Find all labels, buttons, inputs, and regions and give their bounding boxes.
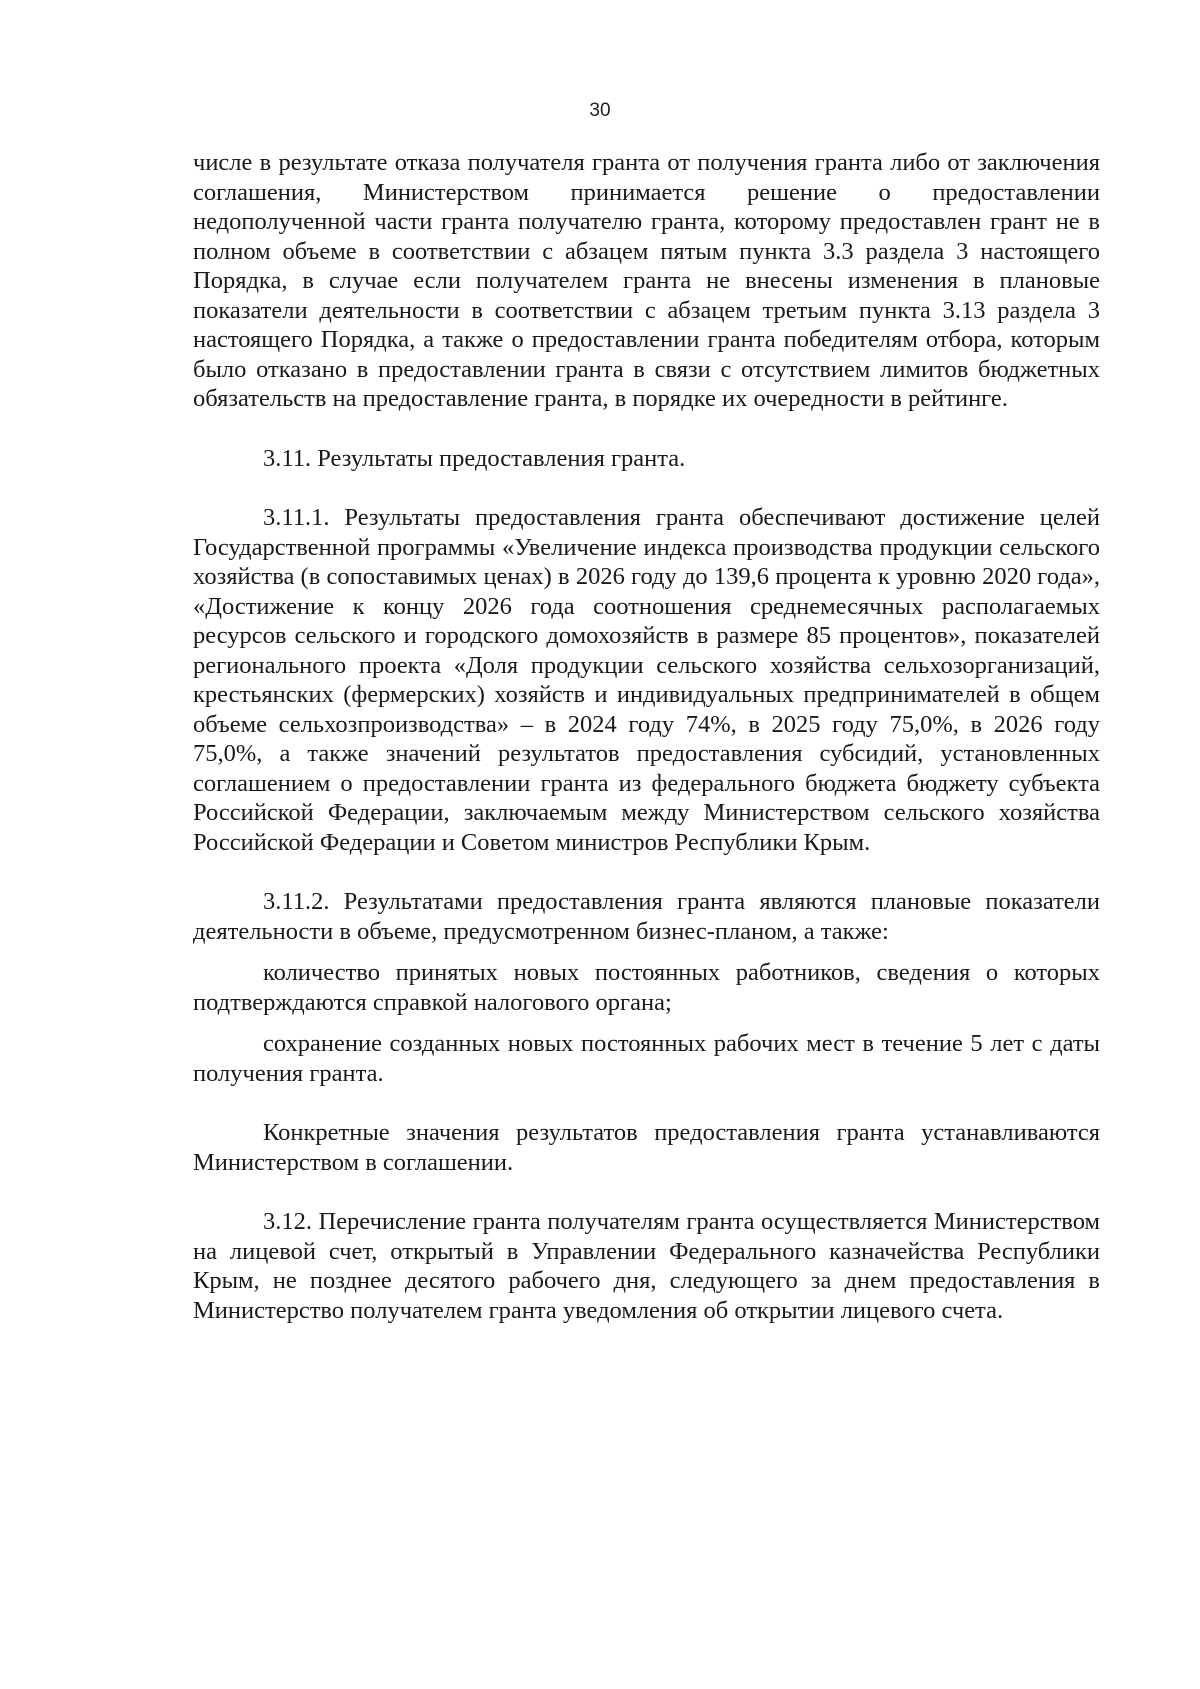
document-body: [193, 148, 1100, 1325]
page-number: 30: [589, 100, 611, 121]
list-item-new-employees: количество принятых новых постоянных работников, сведения о которых подтверждаются справкой налогового органа;: [193, 959, 1100, 1016]
paragraph-specific-values: Конкретные значения результатов предоставления гранта устанавливаются Министерством в соглашении.: [193, 1119, 1100, 1176]
paragraph-3-12: 3.12. Перечисление гранта получателям гранта осуществляется Министерством на лицевой счет, открытый в Управлении Федерального казначейства Республики Крым, не позднее десятого рабочего дня, следующего за днем предоставления в Министерство получателем гранта уведомления об открытии лицевого счета.: [193, 1208, 1100, 1324]
list-item-job-retention: сохранение созданных новых постоянных рабочих мест в течение 5 лет с даты получения гранта.: [193, 1030, 1100, 1087]
section-heading-3-11: 3.11. Результаты предоставления гранта.: [263, 444, 686, 472]
paragraph-3-11-1: 3.11.1. Результаты предоставления гранта обеспечивают достижение целей Государственной программы «Увеличение индекса производства продукции сельского хозяйства (в сопоставимых ценах) в 2026 году до 139,6 процента к уровню 2020 года», «Достижение к концу 2026 года соотношения среднемесячных располагаемых ресурсов сельского и городского домохозяйств в размере 85 процентов», показателей регионального проекта «Доля продукции сельского хозяйства сельхозорганизаций, крестьянских (фермерских) хозяйств и индивидуальных предпринимателей в общем объеме сельхозпроизводства» – в 2024 году 74%, в 2025 году 75,0%, в 2026 году 75,0%, а также значений результатов предоставления субсидий, установленных соглашением о предоставлении гранта из федерального бюджета бюджету субъекта Российской Федерации, заключаемым между Министерством сельского хозяйства Российской Федерации и Советом министров Республики Крым.: [193, 504, 1100, 856]
paragraph-continuation: числе в результате отказа получателя гранта от получения гранта либо от заключения соглашения, Министерством принимается решение о предоставлении недополученной части гранта получателю гранта, которому предоставлен грант не в полном объеме в соответствии с абзацем пятым пункта 3.3 раздела 3 настоящего Порядка, в случае если получателем гранта не внесены изменения в плановые показатели деятельности в соответствии с абзацем третьим пункта 3.13 раздела 3 настоящего Порядка, а также о предоставлении гранта победителям отбора, которым было отказано в предоставлении гранта в связи с отсутствием лимитов бюджетных обязательств на предоставление гранта, в порядке их очередности в рейтинге.: [193, 149, 1100, 412]
paragraph-3-11-2: 3.11.2. Результатами предоставления гранта являются плановые показатели деятельности в объеме, предусмотренном бизнес-планом, а также:: [193, 888, 1100, 945]
